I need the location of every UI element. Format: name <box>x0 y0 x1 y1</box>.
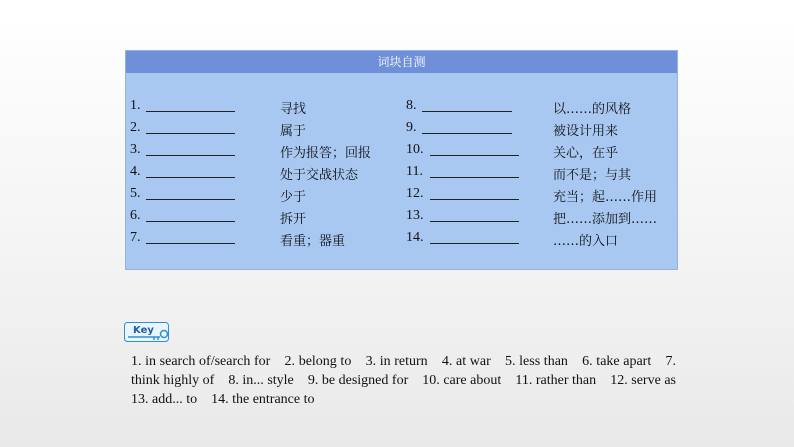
item-number: 12. <box>406 186 424 201</box>
item-chinese: 少于 <box>280 190 307 205</box>
item-chinese: 看重；器重 <box>280 234 346 249</box>
item-number: 11. <box>406 164 423 179</box>
item-chinese: 以……的风格 <box>553 102 632 117</box>
key-logo-text: Key <box>133 325 154 336</box>
item-number: 7. <box>130 230 141 245</box>
item-number: 2. <box>130 120 141 135</box>
answer-blank[interactable] <box>430 230 519 244</box>
item-chinese: ……的入口 <box>553 234 619 249</box>
item-number: 4. <box>130 164 141 179</box>
answer-blank[interactable] <box>430 164 519 178</box>
panel-title: 词块自测 <box>126 51 677 73</box>
item-number: 1. <box>130 98 141 113</box>
item-number: 10. <box>406 142 424 157</box>
item-chinese: 充当；起……作用 <box>553 190 658 205</box>
answer-blank[interactable] <box>422 120 512 134</box>
item-chinese: 处于交战状态 <box>280 168 359 183</box>
item-number: 13. <box>406 208 424 223</box>
answer-blank[interactable] <box>146 98 235 112</box>
answer-blank[interactable] <box>146 186 235 200</box>
item-number: 14. <box>406 230 424 245</box>
item-chinese: 属于 <box>280 124 307 139</box>
item-chinese: 作为报答；回报 <box>280 146 372 161</box>
answer-blank[interactable] <box>422 98 512 112</box>
item-chinese: 关心，在乎 <box>553 146 619 161</box>
answer-blank[interactable] <box>430 208 519 222</box>
item-chinese: 寻找 <box>280 102 307 117</box>
key-logo <box>124 322 170 342</box>
answer-blank[interactable] <box>146 230 235 244</box>
answer-text: 1. in search of/search for 2. belong to 3. in return 4. at war 5. less than 6. take apart 7. think highly of 8. in... style 9. be designed for 10. care about 11. rather than 12. serve as 13. add... to 14. the entrance to <box>131 354 690 407</box>
item-number: 8. <box>406 98 417 113</box>
answer-blank[interactable] <box>430 186 519 200</box>
top-strip <box>0 0 794 26</box>
item-chinese: 拆开 <box>280 212 307 227</box>
answer-blank[interactable] <box>146 164 235 178</box>
item-number: 9. <box>406 120 417 135</box>
answer-blank[interactable] <box>146 120 235 134</box>
item-number: 5. <box>130 186 141 201</box>
answer-blank[interactable] <box>146 142 235 156</box>
key-icon <box>124 322 170 342</box>
item-number: 3. <box>130 142 141 157</box>
item-chinese: 把……添加到…… <box>553 212 658 227</box>
exercise-panel <box>125 50 678 270</box>
item-number: 6. <box>130 208 141 223</box>
item-chinese: 被设计用来 <box>553 124 619 139</box>
answer-blank[interactable] <box>430 142 519 156</box>
item-chinese: 而不是；与其 <box>553 168 632 183</box>
answer-blank[interactable] <box>146 208 235 222</box>
